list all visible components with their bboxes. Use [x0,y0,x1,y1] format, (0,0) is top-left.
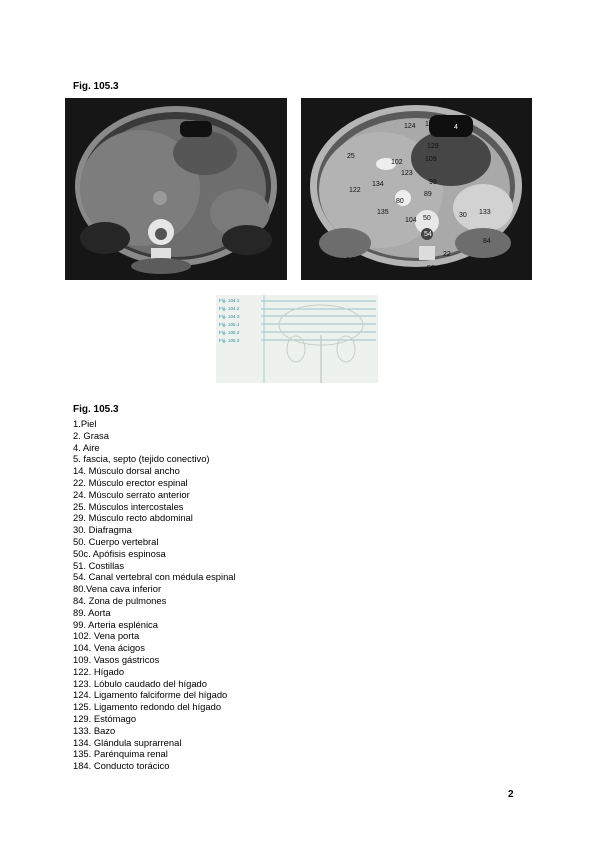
legend-item: 125. Ligamento redondo del hígado [73,701,222,713]
legend-item: 123. Lóbulo caudado del hígado [73,677,207,689]
legend-list [73,418,236,772]
ct-label: 124 [404,123,416,130]
legend-item: 134. Glándula suprarrenal [73,736,182,748]
legend-item: 54. Canal vertebral con médula espinal [73,571,236,583]
legend-item: 24. Músculo serrato anterior [73,488,190,500]
legend-item: 29. Músculo recto abdominal [73,512,193,524]
legend-item: 30. Diafragma [73,524,132,536]
scout-localizer-image [216,295,378,383]
ct-label: 122 [349,187,361,194]
ct-label: 135 [377,209,389,216]
legend-item: 135. Parénquima renal [73,748,168,760]
ct-label: 22 [443,251,451,258]
ct-label: 50 [423,215,431,222]
ct-label: 104 [405,217,417,224]
legend-item: 80.Vena cava inferior [73,583,162,595]
ct-label: 4 [454,124,458,131]
legend-item: 14. Músculo dorsal ancho [73,465,180,477]
legend-item: 50c. Apófisis espinosa [73,547,166,559]
legend-item: 109. Vasos gástricos [73,653,160,665]
ct-label: 99 [429,179,437,186]
legend-item: 1.Piel [73,418,97,429]
ct-label: 89 [424,191,432,198]
legend-item: 99. Arteria esplénica [73,618,158,630]
legend-item: 5. fascia, septo (tejido conectivo) [73,453,210,465]
ct-label: 102 [391,159,403,166]
page-number: 2 [508,789,514,800]
ct-label: 14 [346,257,354,264]
legend-item: 4. Aire [73,441,100,453]
scout-label: Fig. 104.3 [219,314,240,319]
ct-scan-labeled-image [301,98,532,280]
legend-item: 2. Grasa [73,429,109,441]
ct-label: 50c [427,265,439,272]
ct-label: 84 [483,238,491,245]
legend-item: 104. Vena ácigos [73,642,145,654]
ct-scan-image [65,98,287,280]
ct-label: 133 [479,209,491,216]
legend-item: 22. Músculo erector espinal [73,476,188,488]
legend-item: 184. Conducto torácico [73,760,170,772]
legend-item: 129. Estómago [73,712,137,724]
ct-label: 123 [401,170,413,177]
legend-item: 124. Ligamento falciforme del hígado [73,689,228,701]
ct-label: 125 [425,121,437,128]
ct-label: 30 [459,212,467,219]
ct-label: 54 [424,231,432,238]
scout-label: Fig. 105.3 [219,338,240,343]
ct-label: 80 [396,198,404,205]
ct-label: 134 [372,181,384,188]
scout-label: Fig. 104.1 [219,298,240,303]
ct-label: 109 [425,156,437,163]
legend-item: 25. Músculos intercostales [73,500,184,512]
legend-item: 50. Cuerpo vertebral [73,535,159,547]
ct-label: 25 [347,153,355,160]
legend-item: 122. Hígado [73,665,125,677]
scout-label: Fig. 105.1 [219,322,240,327]
scout-label: Fig. 105.2 [219,330,240,335]
legend-item: 102. Vena porta [73,630,140,642]
scout-label: Fig. 104.2 [219,306,240,311]
legend-item: 89. Aorta [73,606,111,618]
figure-title: Fig. 105.3 [73,81,119,92]
ct-label: 2 [441,100,445,107]
ct-label: 129 [427,143,439,150]
legend-title: Fig. 105.3 [73,404,119,415]
legend-item: 133. Bazo [73,724,116,736]
legend-item: 51. Costillas [73,559,125,571]
legend-item: 84. Zona de pulmones [73,594,167,606]
